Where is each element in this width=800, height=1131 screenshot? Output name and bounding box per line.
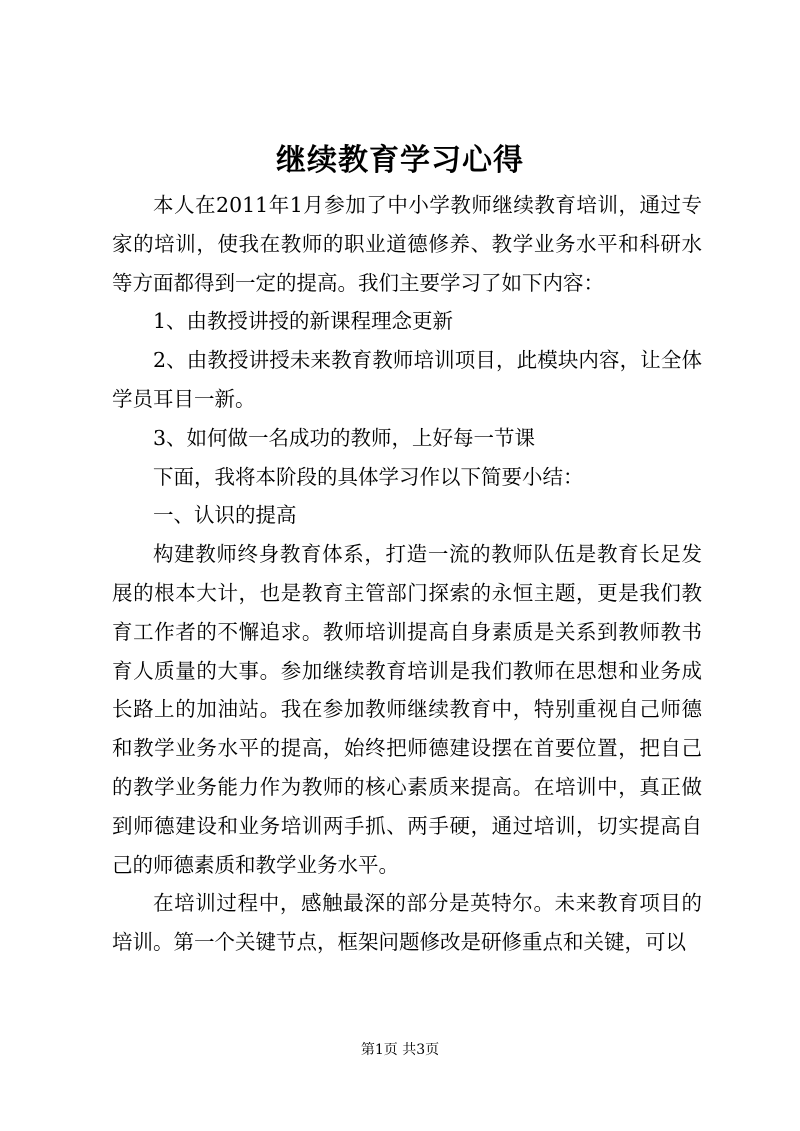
paragraph-item-2: 2、由教授讲授未来教育教师培训项目，此模块内容，让全体学员耳目一新。 — [112, 348, 702, 411]
document-title: 继续教育学习心得 — [276, 143, 524, 178]
paragraph-item-1: 1、由教授讲授的新课程理念更新 — [153, 309, 454, 334]
paragraph-intro: 本人在2011年1月参加了中小学教师继续教育培训，通过专家的培训，使我在教师的职业道德修养、教学业务水平和科研水等方面都得到一定的提高。我们主要学习了如下内容： — [112, 193, 702, 295]
document-body — [112, 186, 702, 962]
page-footer: 第1页 共3页 — [360, 1042, 440, 1058]
paragraph-body-1: 构建教师终身教育体系，打造一流的教师队伍是教育长足发展的根本大计，也是教育主管部门探索的永恒主题，更是我们教育工作者的不懈追求。教师培训提高自身素质是关系到教师教书育人质量的大事。参加继续教育培训是我们教师在思想和业务成长路上的加油站。我在参加教师继续教育中，特别重视自己师德和教学业务水平的提高，始终把师德建设摆在首要位置，把自己的教学业务能力作为教师的核心素质来提高。在培训中，真正做到师德建设和业务培训两手抓、两手硬，通过培训，切实提高自己的师德素质和教学业务水平。 — [112, 542, 702, 877]
paragraph-body-2: 在培训过程中，感触最深的部分是英特尔。未来教育项目的培训。第一个关键节点，框架问题修改是研修重点和关键，可以 — [112, 891, 702, 955]
section-heading-1: 一、认识的提高 — [153, 503, 297, 528]
paragraph-item-3: 3、如何做一名成功的教师，上好每一节课 — [153, 425, 536, 450]
paragraph-summary-intro: 下面，我将本阶段的具体学习作以下简要小结： — [153, 464, 584, 489]
